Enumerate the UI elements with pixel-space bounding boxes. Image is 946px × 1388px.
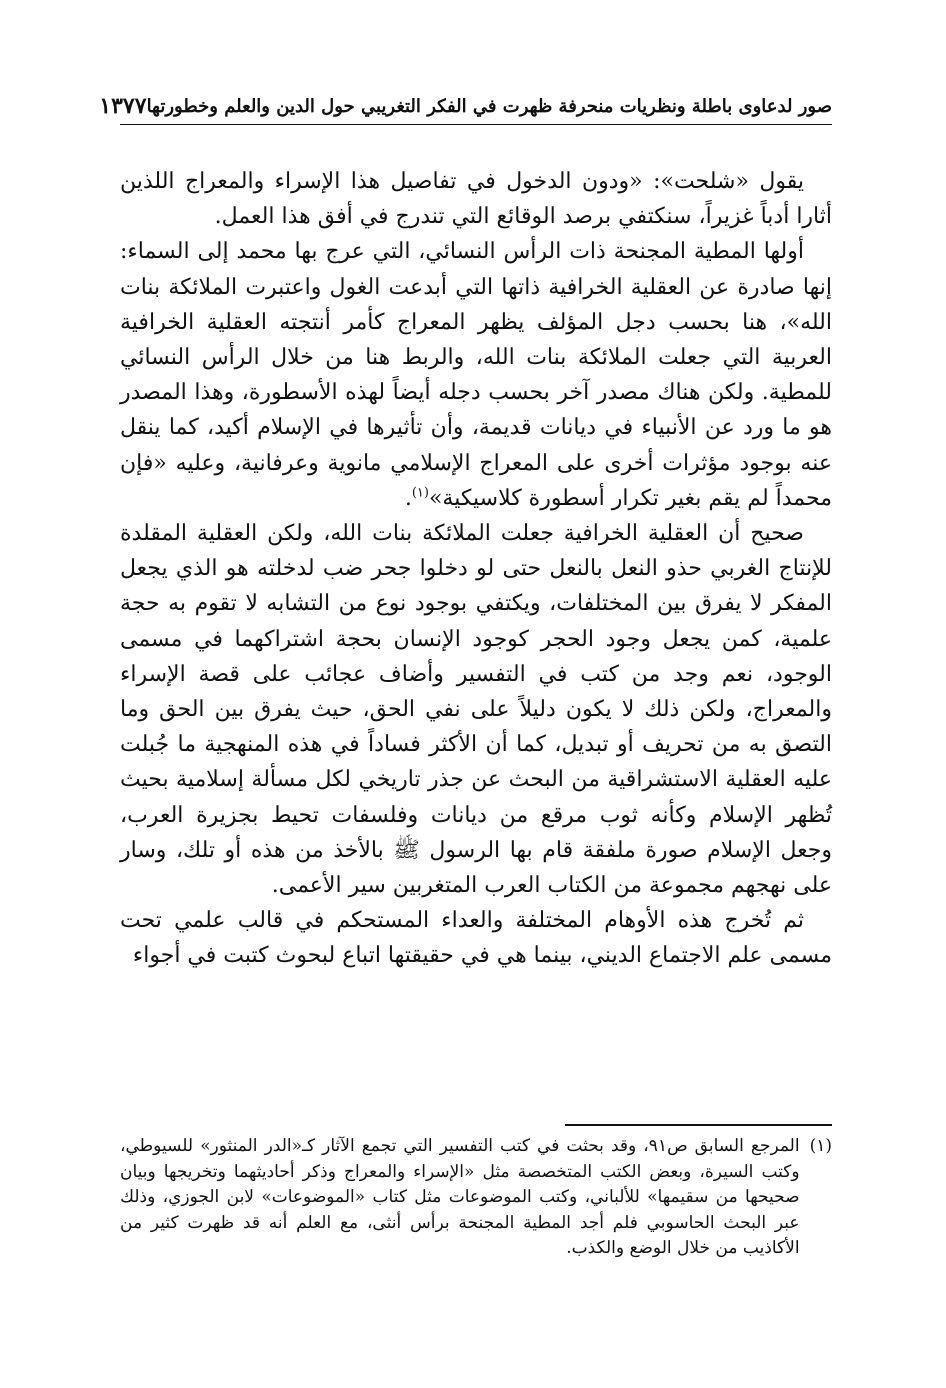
running-title: صور لدعاوى باطلة ونظريات منحرفة ظهرت في الفكر التغريبي حول الدين والعلم وخطورتها	[146, 95, 832, 117]
footnote-text: المرجع السابق ص٩١، وقد بحثت في كتب التفسير التي تجمع الآثار كـ«الدر المنثور» للسيوطي، وكتب السيرة، وبعض الكتب المتخصصة مثل «الإسراء والمعراج وذكر أحاديثهما وتخريجها وبيان صحيحها من سقيمها» للألباني، وكتب الموضوعات مثل كتاب «الموضوعات» لابن الجوزي، وذلك عبر البحث الحاسوبي فلم أجد المطية المجنحة برأس أنثى، مع العلم أنه قد ظهرت كثير من الأكاذيب من خلال الوضع والكذب.	[120, 1136, 800, 1259]
footnote-number: (١)	[809, 1136, 832, 1156]
paragraph-1: يقول «شلحت»: «ودون الدخول في تفاصيل هذا الإسراء والمعراج اللذين أثارا أدباً غزيراً، سنكتفي برصد الوقائع التي تندرج في أفق هذا العمل.	[120, 169, 832, 230]
main-text	[120, 164, 832, 974]
footnotes	[120, 1134, 832, 1262]
paragraph-2-text: أولها المطية المجنحة ذات الرأس النسائي، التي عرج بها محمد إلى السماء: إنها صادرة عن العقلية الخرافية ذاتها التي أبدعت الغول واعتبرت الملائكة بنات الله»، هنا بحسب دجل المؤلف يظهر المعراج كأمر أنتجته العقلية الخرافية العربية التي جعلت الملائكة بنات الله، والربط هنا من خلال الرأس النسائي للمطية. ولكن هناك مصدر آخر بحسب دجله أيضاً لهذه الأسطورة، وهذا المصدر هو ما ورد عن الأنبياء في ديانات قديمة، وأن تأثيرها في الإسلام أكيد، كما ينقل عنه بوجود مؤثرات أخرى على المعراج الإسلامي مانوية وعرفانية، وعليه «فإن محمداً لم يقم بغير تكرار أسطورة كلاسيكية»	[120, 239, 832, 511]
page-header	[99, 88, 832, 125]
paragraph-2	[120, 234, 832, 516]
footnote-item	[120, 1134, 832, 1262]
paragraph-4: ثم تُخرج هذه الأوهام المختلفة والعداء المستحكم في قالب علمي تحت مسمى علم الاجتماع الديني، بينما هي في حقيقتها اتباع لبحوث كتبت في أجواء	[120, 908, 832, 969]
paragraph-3: صحيح أن العقلية الخرافية جعلت الملائكة بنات الله، ولكن العقلية المقلدة للإنتاج الغربي حذو النعل بالنعل حتى لو دخلوا جحر ضب لدخلته هو الذي يجعل المفكر لا يفرق بين المختلفات، ويكتفي بوجود نوع من التشابه لا تقوم به حجة علمية، كمن يجعل وجود الحجر كوجود الإنسان بحجة اشتراكهما في مسمى الوجود، نعم وجد من كتب في التفسير وأضاف عجائب على قصة الإسراء والمعراج، ولكن ذلك لا يكون دليلاً على نفي الحق، حيث يفرق بين الحق وما التصق به من تحريف أو تبديل، كما أن الأكثر فساداً في هذه المنهجية ما جُبلت عليه العقلية الاستشراقية من البحث عن جذر تاريخي لكل مسألة إسلامية بحيث تُظهر الإسلام وكأنه ثوب مرقع من ديانات وفلسفات تحيط بجزيرة العرب، وجعل الإسلام صورة ملفقة قام بها الرسول ﷺ بالأخذ من هذه أو تلك، وسار على نهجهم مجموعة من الكتاب العرب المتغربين سير الأعمى.	[120, 521, 832, 899]
footnote-reference[interactable]: (١)	[411, 485, 429, 501]
paragraph-2-end: .	[404, 485, 412, 511]
page-number: ١٣٧٧	[99, 93, 147, 119]
footnote-divider	[565, 1124, 832, 1126]
